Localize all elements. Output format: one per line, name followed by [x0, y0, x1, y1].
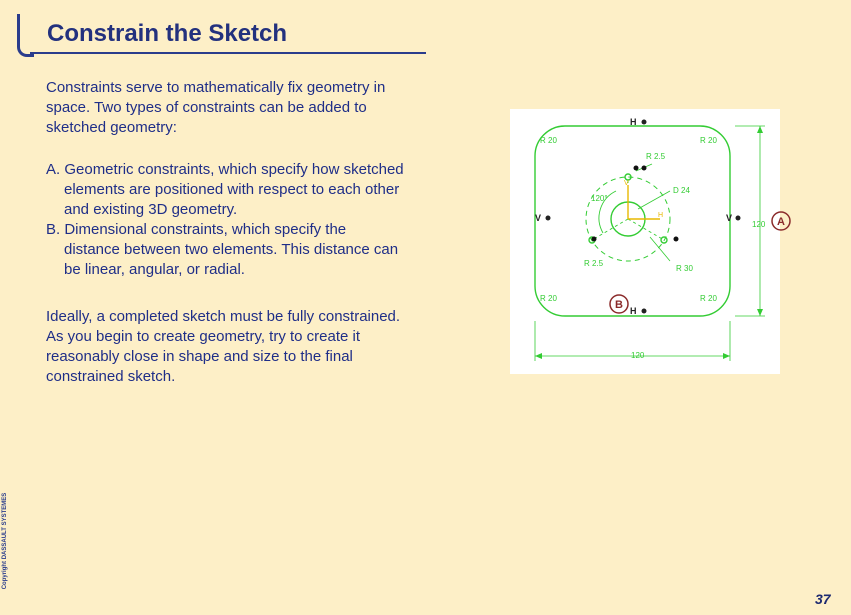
body-text [46, 78, 406, 387]
rounded-square-profile [535, 126, 733, 316]
label-r25-top: R 2.5 [646, 152, 666, 161]
v-constraint-left: V [535, 213, 542, 223]
h-constraint-bottom: H [630, 306, 637, 316]
label-r20-bl: R 20 [540, 294, 557, 303]
axis-h-label: H [658, 212, 664, 219]
closing-paragraph: Ideally, a completed sketch must be fully constrained. As you begin to create geometry, try to create it reasonably close in shape and size to the final constrained sketch. [46, 308, 401, 385]
constrained-sketch-diagram [510, 109, 780, 374]
label-r25-bottom: R 2.5 [584, 259, 604, 268]
label-r20-tl: R 20 [540, 136, 557, 145]
label-r20-br: R 20 [700, 294, 717, 303]
copyright-text: Copyright DASSAULT SYSTEMES [2, 492, 8, 590]
page-number: 37 [815, 591, 831, 607]
v-constraint-right: V [726, 213, 733, 223]
h-constraint-top: H [630, 117, 637, 127]
label-r30: R 30 [676, 264, 693, 273]
label-d24: D 24 [673, 186, 690, 195]
list-item-geometric: A. Geometric constraints, which specify how sketched elements are positioned with respect to each other and existing 3D geometry. [46, 161, 404, 218]
sketch-figure [510, 109, 780, 374]
callout-b-label: B [615, 299, 623, 311]
title-underline [30, 52, 426, 54]
label-r20-tr: R 20 [700, 136, 717, 145]
page-title: Constrain the Sketch [47, 20, 288, 47]
title-bracket [17, 14, 34, 57]
axis-v-label: V [624, 180, 629, 187]
list-item-dimensional: B. Dimensional constraints, which specify the distance between two elements. This distance can be linear, angular, or radial. [46, 221, 399, 278]
callout-a-label: A [777, 216, 785, 228]
label-dim-width: 120 [631, 351, 645, 360]
label-angle: 120° [591, 194, 608, 203]
label-dim-height: 120 [752, 220, 766, 229]
intro-paragraph: Constraints serve to mathematically fix geometry in space. Two types of constraints can be added to sketched geometry: [46, 79, 386, 136]
